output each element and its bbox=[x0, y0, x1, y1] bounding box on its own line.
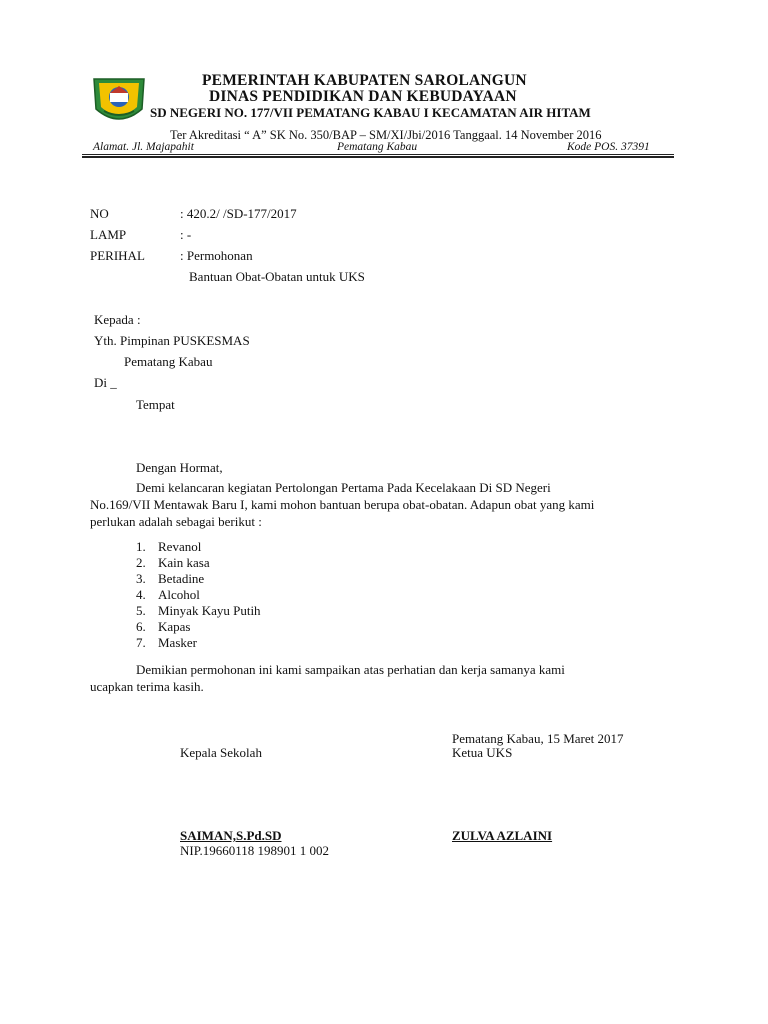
letterhead-postal-code: Kode POS. 37391 bbox=[567, 141, 650, 153]
recipient-yth: Yth. Pimpinan PUSKESMAS bbox=[94, 333, 250, 348]
closing-line-1: Demikian permohonan ini kami sampaikan atas perhatian dan kerja samanya kami bbox=[136, 662, 565, 677]
letterhead-school: SD NEGERI NO. 177/VII PEMATANG KABAU I KECAMATAN AIR HITAM bbox=[150, 105, 591, 120]
meta-no-label: NO bbox=[90, 206, 109, 221]
list-item-number: 1. bbox=[136, 539, 146, 554]
recipient-di: Di _ bbox=[94, 375, 117, 390]
list-item-number: 3. bbox=[136, 571, 146, 586]
signature-date-place: Pematang Kabau, 15 Maret 2017 bbox=[452, 731, 624, 746]
paragraph-line-2: No.169/VII Mentawak Baru I, kami mohon bantuan berupa obat-obatan. Adapun obat yang kami bbox=[90, 497, 595, 512]
meta-perihal-subject: Bantuan Obat-Obatan untuk UKS bbox=[189, 269, 365, 284]
list-item-number: 7. bbox=[136, 635, 146, 650]
list-item-medicine: Kapas bbox=[158, 619, 191, 634]
letterhead-address: Alamat. Jl. Majapahit bbox=[93, 141, 194, 153]
letterhead-rule-top bbox=[82, 154, 674, 155]
recipient-place: Pematang Kabau bbox=[124, 354, 213, 369]
list-item-number: 2. bbox=[136, 555, 146, 570]
meta-perihal-label: PERIHAL bbox=[90, 248, 145, 263]
paragraph-line-1: Demi kelancaran kegiatan Pertolongan Pertama Pada Kecelakaan Di SD Negeri bbox=[136, 480, 551, 495]
signature-left-name: SAIMAN,S.Pd.SD bbox=[180, 828, 282, 843]
letterhead-village: Pematang Kabau bbox=[337, 141, 418, 153]
meta-lamp-value: : - bbox=[180, 227, 192, 242]
regency-emblem-logo bbox=[90, 75, 148, 129]
list-item-number: 5. bbox=[136, 603, 146, 618]
recipient-kepada: Kepada : bbox=[94, 312, 141, 327]
letterhead-government: PEMERINTAH KABUPATEN SAROLANGUN bbox=[202, 72, 527, 89]
letterhead-department: DINAS PENDIDIKAN DAN KEBUDAYAAN bbox=[209, 88, 517, 105]
meta-no-value: : 420.2/ /SD-177/2017 bbox=[180, 206, 297, 221]
paragraph-line-3: perlukan adalah sebagai berikut : bbox=[90, 514, 262, 529]
list-item-medicine: Betadine bbox=[158, 571, 205, 586]
signature-left-nip: NIP.19660118 198901 1 002 bbox=[180, 843, 330, 858]
signature-left-title: Kepala Sekolah bbox=[180, 745, 262, 760]
greeting: Dengan Hormat, bbox=[136, 460, 223, 475]
list-item-medicine: Kain kasa bbox=[158, 555, 210, 570]
closing-line-2: ucapkan terima kasih. bbox=[90, 679, 204, 694]
list-item-medicine: Masker bbox=[158, 635, 197, 650]
list-item-medicine: Minyak Kayu Putih bbox=[158, 603, 261, 618]
recipient-tempat: Tempat bbox=[136, 397, 175, 412]
list-item-medicine: Alcohol bbox=[158, 587, 200, 602]
letterhead-accreditation: Ter Akreditasi “ A” SK No. 350/BAP – SM/XI/Jbi/2016 Tanggaal. 14 November 2016 bbox=[170, 128, 602, 142]
letterhead-rule-bottom bbox=[82, 156, 674, 158]
list-item-number: 4. bbox=[136, 587, 146, 602]
signature-right-title: Ketua UKS bbox=[452, 745, 513, 760]
list-item-number: 6. bbox=[136, 619, 146, 634]
meta-lamp-label: LAMP bbox=[90, 227, 127, 242]
signature-right-name: ZULVA AZLAINI bbox=[452, 828, 553, 843]
list-item-medicine: Revanol bbox=[158, 539, 202, 554]
meta-perihal-value: : Permohonan bbox=[180, 248, 253, 263]
